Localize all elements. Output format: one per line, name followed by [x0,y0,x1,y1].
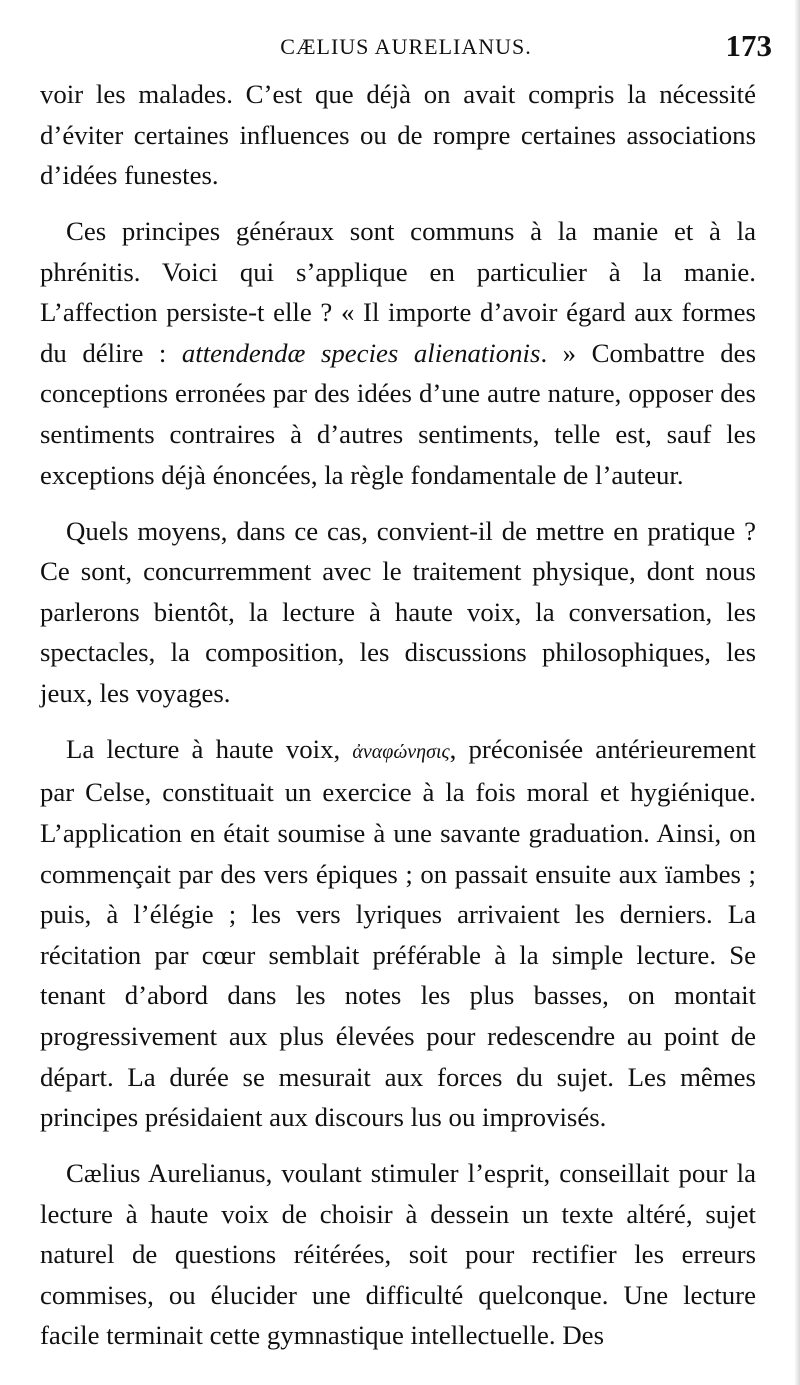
paragraph-5-text: Cælius Aurelianus, voulant stimuler l’esprit, conseillait pour la lecture à haute voix de choisir à dessein un texte altéré, sujet naturel de questions réitérées, soit pour rectifier les erreurs commises, ou élucider une difficulté quelconque. Une lecture facile terminait cette gymnastique intellectuelle. Des [40,1158,756,1351]
body-text [40,74,756,1356]
paragraph-2-text-b: . » Combattre des conceptions erronées par des idées d’une autre nature, opposer des sentiments contraires à d’autres sentiments, telle est, sauf les exceptions déjà énoncées, la règle fondamentale de l’auteur. [40,337,756,490]
page-edge-shadow [794,0,800,1385]
paragraph-3-text: Quels moyens, dans ce cas, convient-il de mettre en pratique ? Ce sont, concurremment avec le traitement physique, dont nous parlerons bientôt, la lecture à haute voix, la conversation, les spectacles, la composition, les discussions philosophiques, les jeux, les voyages. [40,515,756,708]
paragraph-5 [40,1153,756,1356]
greek-term: ἀναφώνησις [352,740,450,763]
paragraph-4 [40,729,756,1138]
page-header [40,30,772,62]
paragraph-2 [40,211,756,495]
paragraph-4-text-a: La lecture à haute voix, [66,733,353,764]
latin-quotation: attendendæ species alienationis [181,337,541,368]
paragraph-1 [40,74,756,196]
paragraph-2-text-a: Ces principes généraux sont communs à la manie et à la phrénitis. Voici qui s’applique en particulier à la manie. L’affection persiste-t elle ? « Il importe d’avoir égard aux formes du délire : [40,216,756,368]
paragraph-3 [40,511,756,714]
paragraph-1-text: voir les malades. C’est que déjà on avait compris la nécessité d’éviter certaines influences ou de rompre certaines associations d’idées funestes. [40,79,756,191]
page-number: 173 [725,28,772,63]
running-head: CÆLIUS AURELIANUS. [280,34,532,59]
paragraph-4-text-b: , préconisée antérieurement par Celse, constituait un exercice à la fois moral et hygiénique. L’application en était soumise à une savante graduation. Ainsi, on commençait par des vers épiques ; on passait ensuite aux ïambes ; puis, à l’élégie ; les vers lyriques arrivaient les derniers. La récitation par cœur semblait préférable à la simple lecture. Se tenant d’abord dans les notes les plus basses, on montait progressivement aux plus élevées pour redescendre au point de départ. La durée se mesurait aux forces du sujet. Les mêmes principes présidaient aux discours lus ou improvisés. [40,733,756,1133]
